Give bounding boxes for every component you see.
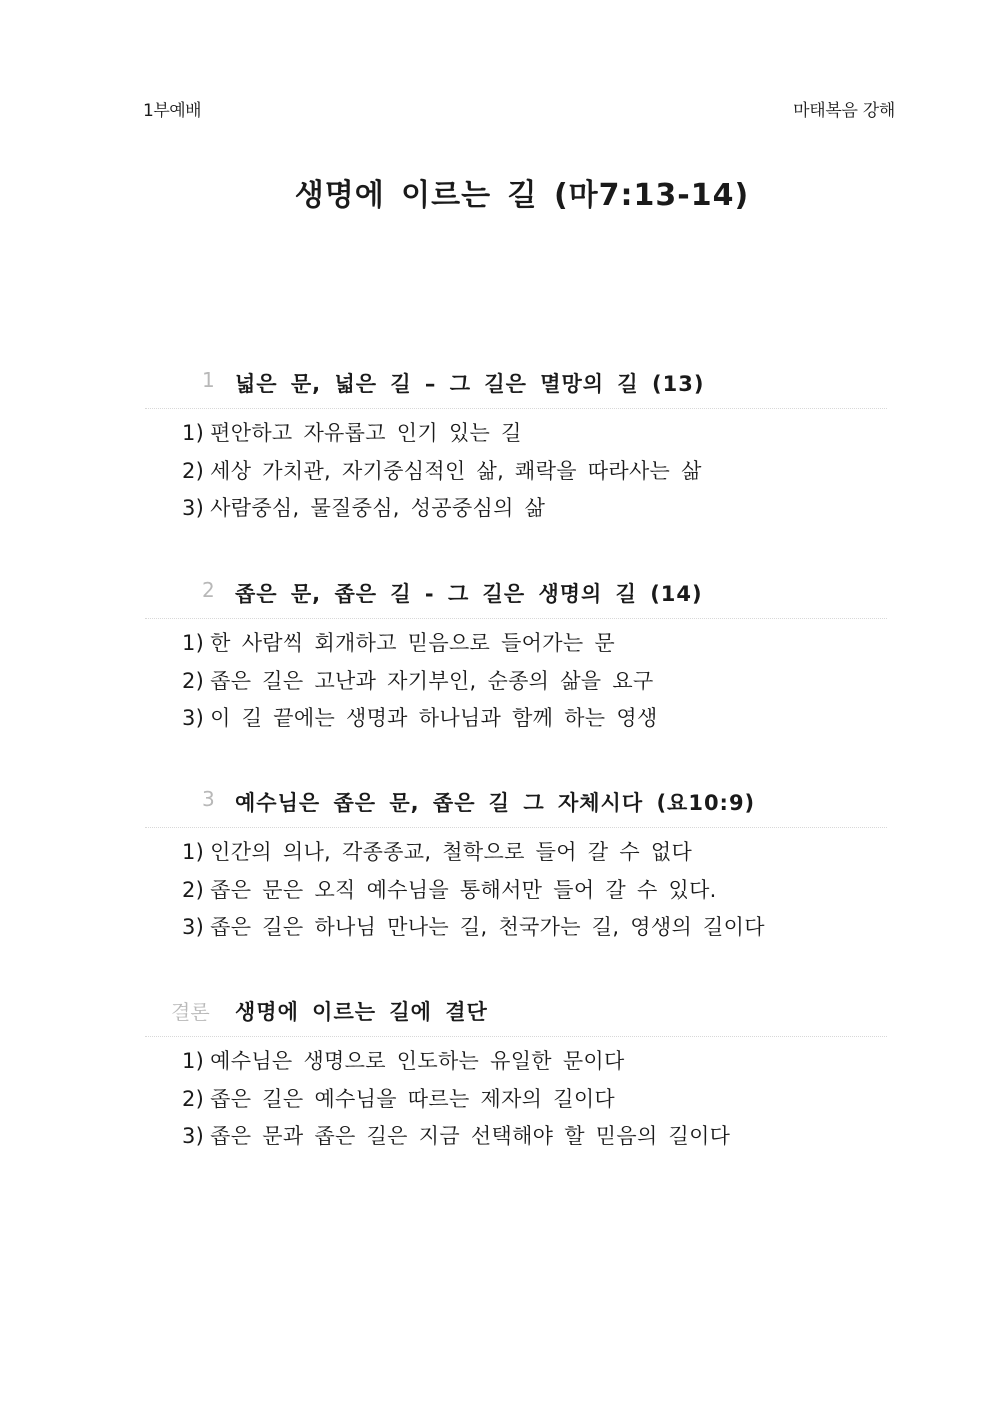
section-2 <box>145 578 887 738</box>
item-number: 1) <box>182 421 205 445</box>
section-number: 1 <box>202 368 215 392</box>
list-item <box>145 1118 887 1156</box>
list-item <box>145 625 887 663</box>
list-item <box>145 1081 887 1119</box>
item-text: 한 사람씩 회개하고 믿음으로 들어가는 문 <box>210 631 615 655</box>
item-number: 1) <box>182 840 205 864</box>
section-conclusion <box>145 996 887 1156</box>
list-item <box>145 1043 887 1081</box>
section-1 <box>145 368 887 528</box>
section-heading <box>145 787 887 828</box>
list-item <box>145 700 887 738</box>
point-list <box>145 828 887 947</box>
item-number: 3) <box>182 1124 205 1148</box>
list-item <box>145 872 887 910</box>
item-number: 2) <box>182 668 205 693</box>
section-heading <box>145 996 887 1037</box>
item-number: 2) <box>182 458 205 483</box>
item-number: 2) <box>182 877 205 902</box>
item-text: 이 길 끝에는 생명과 하나님과 함께 하는 영생 <box>210 706 658 730</box>
item-number: 3) <box>182 706 205 730</box>
section-number: 3 <box>202 787 215 811</box>
item-text: 좁은 문은 오직 예수님을 통해서만 들어 갈 수 있다. <box>210 877 717 902</box>
section-number: 결론 <box>171 1000 210 1024</box>
item-text: 인간의 의나, 각종종교, 철학으로 들어 갈 수 없다 <box>210 840 693 864</box>
item-number: 3) <box>182 915 205 939</box>
list-item <box>145 415 887 453</box>
list-item <box>145 834 887 872</box>
item-text: 좁은 길은 고난과 자기부인, 순종의 삶을 요구 <box>210 668 654 693</box>
section-title: 예수님은 좁은 문, 좁은 길 그 자체시다 (요10:9) <box>235 791 756 815</box>
item-text: 사람중심, 물질중심, 성공중심의 삶 <box>210 496 546 520</box>
item-number: 1) <box>182 631 205 655</box>
section-title: 생명에 이르는 길에 결단 <box>235 1000 488 1024</box>
section-heading <box>145 368 887 409</box>
section-number: 2 <box>202 578 215 602</box>
header-series-label: 마태복음 강해 <box>793 101 895 121</box>
list-item <box>145 663 887 701</box>
item-text: 좁은 문과 좁은 길은 지금 선택해야 할 믿음의 길이다 <box>210 1124 731 1148</box>
item-number: 1) <box>182 1049 205 1073</box>
item-number: 2) <box>182 1086 205 1111</box>
page-title: 생명에 이르는 길 (마7:13-14) <box>294 178 750 213</box>
header-service-label: 1부예배 <box>143 101 202 121</box>
item-number: 3) <box>182 496 205 520</box>
section-3 <box>145 787 887 947</box>
list-item <box>145 453 887 491</box>
point-list <box>145 409 887 528</box>
section-heading <box>145 578 887 619</box>
list-item <box>145 490 887 528</box>
item-text: 편안하고 자유롭고 인기 있는 길 <box>210 421 522 445</box>
item-text: 좁은 길은 예수님을 따르는 제자의 길이다 <box>210 1086 615 1111</box>
section-title: 넓은 문, 넓은 길 – 그 길은 멸망의 길 (13) <box>235 372 705 396</box>
point-list <box>145 619 887 738</box>
point-list <box>145 1037 887 1156</box>
item-text: 예수님은 생명으로 인도하는 유일한 문이다 <box>210 1049 625 1073</box>
item-text: 좁은 길은 하나님 만나는 길, 천국가는 길, 영생의 길이다 <box>210 915 765 939</box>
item-text: 세상 가치관, 자기중심적인 삶, 쾌락을 따라사는 삶 <box>210 458 702 483</box>
list-item <box>145 909 887 947</box>
section-title: 좁은 문, 좁은 길 - 그 길은 생명의 길 (14) <box>235 582 703 606</box>
